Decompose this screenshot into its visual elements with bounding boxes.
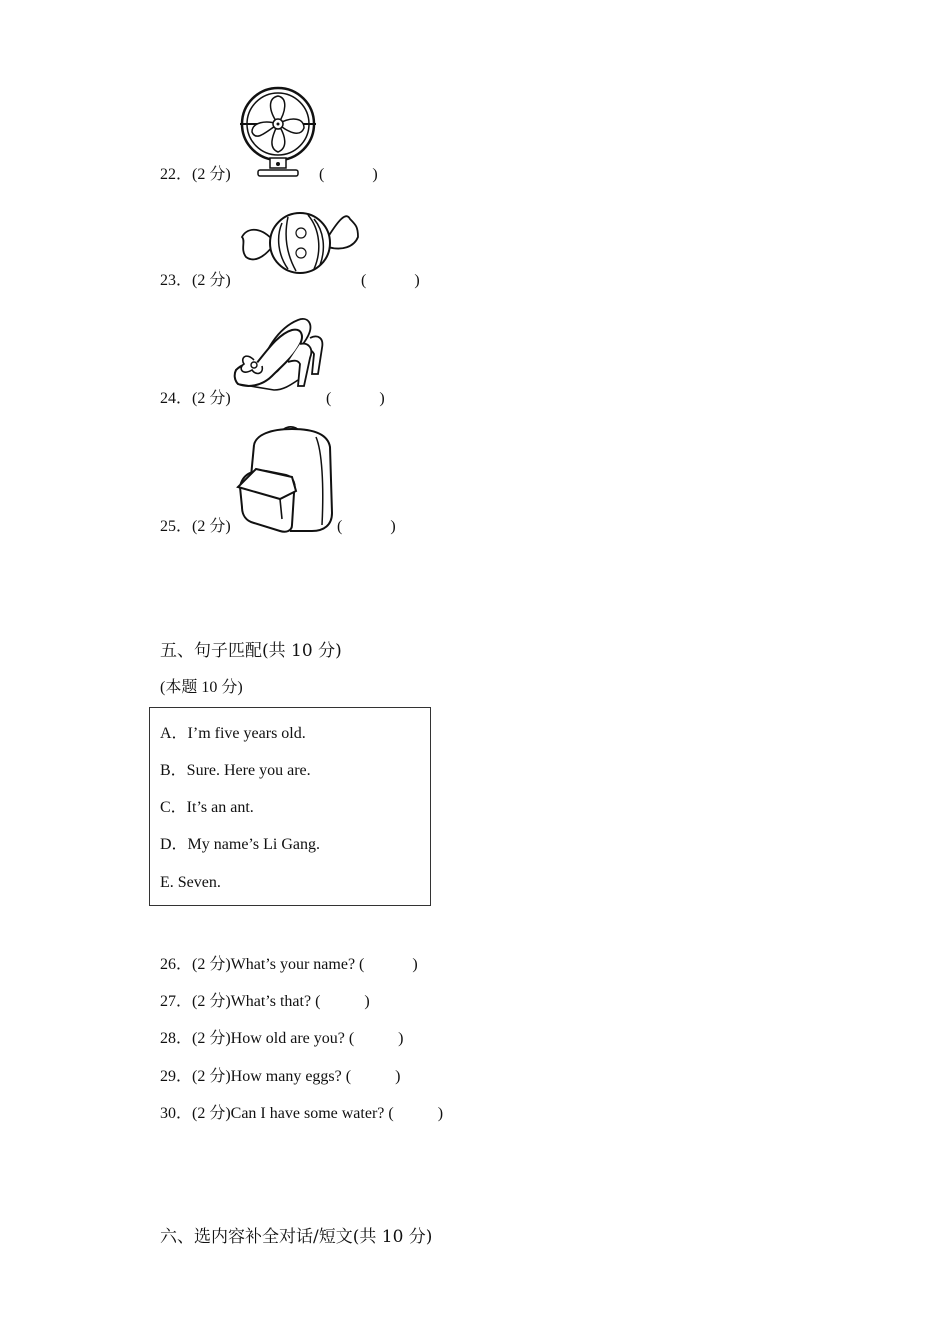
- question-22-answer-blank[interactable]: ( ): [319, 166, 378, 183]
- question-23-label: 23．(2 分): [160, 272, 231, 289]
- question-26[interactable]: 26．(2 分)What’s your name? ( ): [160, 956, 418, 973]
- candy-picture: [238, 207, 362, 279]
- shoes-picture: [232, 314, 324, 394]
- question-24-label: 24．(2 分): [160, 390, 231, 407]
- section-6-title: 六、选内容补全对话/短文(共 10 分): [160, 1227, 433, 1247]
- question-30[interactable]: 30．(2 分)Can I have some water? ( ): [160, 1105, 444, 1122]
- fan-picture: [238, 86, 320, 180]
- candy-icon: [238, 207, 362, 279]
- schoolbag-icon: [236, 425, 334, 535]
- question-25-answer-blank[interactable]: ( ): [337, 518, 396, 535]
- section-5-title: 五、句子匹配(共 10 分): [160, 641, 342, 661]
- question-29[interactable]: 29．(2 分)How many eggs? ( ): [160, 1068, 401, 1085]
- schoolbag-picture: [236, 425, 334, 535]
- fan-icon: [238, 86, 320, 180]
- question-23-answer-blank[interactable]: ( ): [361, 272, 420, 289]
- question-25-label: 25．(2 分): [160, 518, 231, 535]
- option-a: A．I’m five years old.: [160, 725, 306, 742]
- question-24-answer-blank[interactable]: ( ): [326, 390, 385, 407]
- option-c: C．It’s an ant.: [160, 799, 254, 816]
- section-5-subtitle: (本题 10 分): [160, 679, 243, 696]
- shoes-icon: [232, 314, 324, 394]
- question-28[interactable]: 28．(2 分)How old are you? ( ): [160, 1030, 404, 1047]
- option-d: D．My name’s Li Gang.: [160, 836, 320, 853]
- question-27[interactable]: 27．(2 分)What’s that? ( ): [160, 993, 370, 1010]
- question-22-label: 22．(2 分): [160, 166, 231, 183]
- option-e: E. Seven.: [160, 874, 221, 891]
- option-b: B．Sure. Here you are.: [160, 762, 311, 779]
